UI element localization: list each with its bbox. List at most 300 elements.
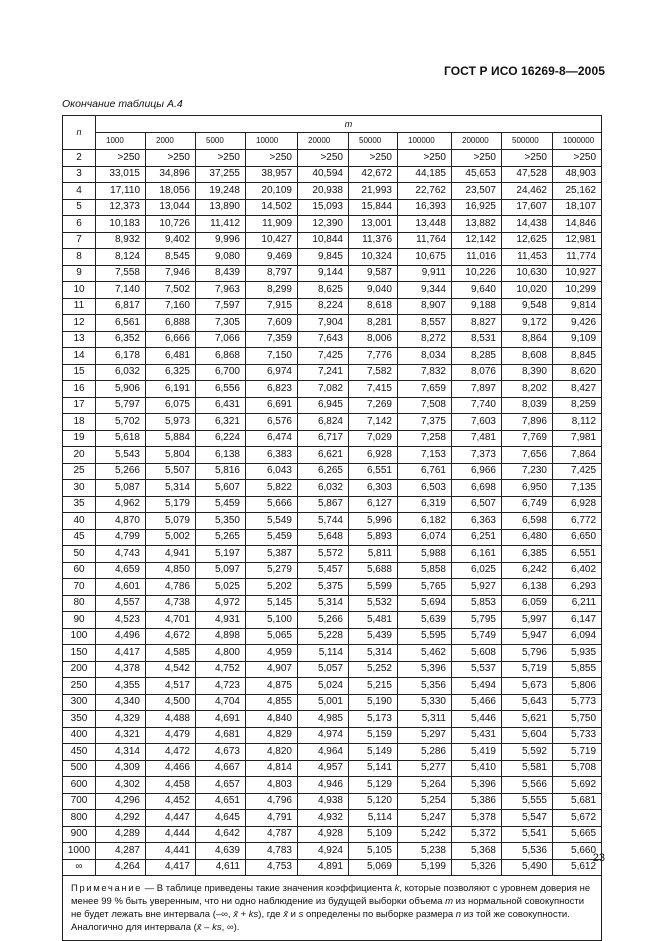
value-cell: 6,352 <box>96 331 146 348</box>
value-cell: 12,625 <box>502 232 553 249</box>
value-cell: 5,719 <box>502 661 553 678</box>
value-cell: 7,832 <box>398 364 452 381</box>
table-header-row-columns <box>63 133 602 150</box>
value-cell: 7,153 <box>398 447 452 464</box>
value-cell: 5,297 <box>398 727 452 744</box>
value-cell: 4,820 <box>246 744 298 761</box>
value-cell: 34,896 <box>146 166 196 183</box>
note-text: — В таблице приведены такие значения коэффициента <box>142 883 395 894</box>
value-cell: 5,254 <box>398 793 452 810</box>
value-cell: 4,672 <box>146 628 196 645</box>
value-cell: 4,340 <box>96 694 146 711</box>
value-cell: 4,673 <box>196 744 246 761</box>
value-cell: 7,160 <box>146 298 196 315</box>
value-cell: 5,855 <box>553 661 602 678</box>
value-cell: 4,441 <box>146 843 196 860</box>
table-row <box>63 331 602 348</box>
value-cell: 5,796 <box>502 645 553 662</box>
value-cell: 5,692 <box>553 777 602 794</box>
value-cell: 11,909 <box>246 216 298 233</box>
value-cell: 5,744 <box>298 513 349 530</box>
value-cell: 4,601 <box>96 579 146 596</box>
value-cell: 4,898 <box>196 628 246 645</box>
value-cell: 5,858 <box>398 562 452 579</box>
value-cell: 6,551 <box>553 546 602 563</box>
value-cell: 14,502 <box>246 199 298 216</box>
value-cell: 5,368 <box>452 843 502 860</box>
value-cell: 5,024 <box>298 678 349 695</box>
value-cell: 4,972 <box>196 595 246 612</box>
value-cell: 5,621 <box>502 711 553 728</box>
value-cell: 5,765 <box>398 579 452 596</box>
n-cell: 12 <box>63 315 96 332</box>
value-cell: 6,824 <box>298 414 349 431</box>
value-cell: 6,319 <box>398 496 452 513</box>
value-cell: 6,928 <box>349 447 398 464</box>
value-cell: 10,020 <box>502 282 553 299</box>
n-cell: 90 <box>63 612 96 629</box>
value-cell: 4,964 <box>298 744 349 761</box>
value-cell: 8,124 <box>96 249 146 266</box>
value-cell: 5,439 <box>349 628 398 645</box>
value-cell: 5,639 <box>398 612 452 629</box>
value-cell: 5,541 <box>502 826 553 843</box>
value-cell: 10,226 <box>452 265 502 282</box>
note-symbol: s <box>298 909 304 920</box>
value-cell: 4,557 <box>96 595 146 612</box>
value-cell: 17,110 <box>96 183 146 200</box>
table-row <box>63 298 602 315</box>
value-cell: 5,604 <box>502 727 553 744</box>
value-cell: >250 <box>246 150 298 167</box>
value-cell: 4,585 <box>146 645 196 662</box>
value-cell: 5,549 <box>246 513 298 530</box>
value-cell: 5,660 <box>553 843 602 860</box>
note-symbol: m <box>445 896 454 907</box>
value-cell: 5,893 <box>349 529 398 546</box>
value-cell: 4,829 <box>246 727 298 744</box>
value-cell: 8,039 <box>502 397 553 414</box>
value-cell: 5,608 <box>452 645 502 662</box>
value-cell: 8,827 <box>452 315 502 332</box>
value-cell: 5,002 <box>146 529 196 546</box>
value-cell: 4,645 <box>196 810 246 827</box>
value-cell: 5,612 <box>553 859 602 876</box>
value-cell: 6,182 <box>398 513 452 530</box>
value-cell: 10,183 <box>96 216 146 233</box>
n-cell: 100 <box>63 628 96 645</box>
value-cell: 7,230 <box>502 463 553 480</box>
value-cell: 7,142 <box>349 414 398 431</box>
value-cell: 5,372 <box>452 826 502 843</box>
table-row <box>63 496 602 513</box>
note-row <box>63 876 602 941</box>
value-cell: 5,215 <box>349 678 398 695</box>
value-cell: 5,607 <box>196 480 246 497</box>
value-cell: 33,015 <box>96 166 146 183</box>
table-body <box>63 150 602 876</box>
table-row <box>63 810 602 827</box>
n-cell: 2 <box>63 150 96 167</box>
value-cell: 10,299 <box>553 282 602 299</box>
value-cell: 6,823 <box>246 381 298 398</box>
value-cell: 7,425 <box>553 463 602 480</box>
value-cell: 4,378 <box>96 661 146 678</box>
value-cell: 8,112 <box>553 414 602 431</box>
value-cell: 8,797 <box>246 265 298 282</box>
value-cell: 5,673 <box>502 678 553 695</box>
value-cell: 6,325 <box>146 364 196 381</box>
value-cell: 11,016 <box>452 249 502 266</box>
value-cell: >250 <box>146 150 196 167</box>
m-column-header: 500000 <box>502 133 553 150</box>
value-cell: 4,651 <box>196 793 246 810</box>
value-cell: 6,043 <box>246 463 298 480</box>
n-cell: 35 <box>63 496 96 513</box>
value-cell: 5,750 <box>553 711 602 728</box>
n-cell: 20 <box>63 447 96 464</box>
value-cell: 6,761 <box>398 463 452 480</box>
value-cell: 6,749 <box>502 496 553 513</box>
value-cell: 10,324 <box>349 249 398 266</box>
value-cell: 9,402 <box>146 232 196 249</box>
value-cell: 9,426 <box>553 315 602 332</box>
value-cell: 4,488 <box>146 711 196 728</box>
value-cell: 7,597 <box>196 298 246 315</box>
value-cell: 12,373 <box>96 199 146 216</box>
value-cell: 5,311 <box>398 711 452 728</box>
table-row <box>63 744 602 761</box>
value-cell: 11,453 <box>502 249 553 266</box>
value-cell: 5,688 <box>349 562 398 579</box>
value-cell: 7,305 <box>196 315 246 332</box>
value-cell: 7,373 <box>452 447 502 464</box>
table-row <box>63 265 602 282</box>
value-cell: 5,536 <box>502 843 553 860</box>
value-cell: 4,321 <box>96 727 146 744</box>
value-cell: 5,247 <box>398 810 452 827</box>
value-cell: 4,466 <box>146 760 196 777</box>
value-cell: 5,804 <box>146 447 196 464</box>
value-cell: 5,973 <box>146 414 196 431</box>
value-cell: 5,087 <box>96 480 146 497</box>
value-cell: 4,946 <box>298 777 349 794</box>
value-cell: 4,417 <box>96 645 146 662</box>
note-text: из той же совокупности. Аналогично для интервала ( <box>71 909 570 933</box>
table-row <box>63 612 602 629</box>
table-note <box>63 876 602 941</box>
value-cell: 13,044 <box>146 199 196 216</box>
n-cell: 10 <box>63 282 96 299</box>
value-cell: 5,665 <box>553 826 602 843</box>
value-cell: 12,390 <box>298 216 349 233</box>
value-cell: 9,144 <box>298 265 349 282</box>
value-cell: 8,608 <box>502 348 553 365</box>
n-cell: 18 <box>63 414 96 431</box>
n-cell: 80 <box>63 595 96 612</box>
table-row <box>63 793 602 810</box>
value-cell: 4,287 <box>96 843 146 860</box>
value-cell: 5,702 <box>96 414 146 431</box>
table-row <box>63 678 602 695</box>
m-column-header: 2000 <box>146 133 196 150</box>
value-cell: 4,850 <box>146 562 196 579</box>
value-cell: 6,474 <box>246 430 298 447</box>
value-cell: 7,241 <box>298 364 349 381</box>
value-cell: 5,277 <box>398 760 452 777</box>
value-cell: 5,069 <box>349 859 398 876</box>
n-cell: 6 <box>63 216 96 233</box>
table-row <box>63 777 602 794</box>
value-cell: 7,258 <box>398 430 452 447</box>
value-cell: 13,001 <box>349 216 398 233</box>
value-cell: 6,561 <box>96 315 146 332</box>
table-row <box>63 645 602 662</box>
value-cell: 4,787 <box>246 826 298 843</box>
value-cell: 6,363 <box>452 513 502 530</box>
value-cell: 7,656 <box>502 447 553 464</box>
note-text: и <box>287 909 299 920</box>
value-cell: 6,138 <box>196 447 246 464</box>
value-cell: 4,752 <box>196 661 246 678</box>
value-cell: 8,272 <box>398 331 452 348</box>
value-cell: 5,314 <box>146 480 196 497</box>
value-cell: 7,769 <box>502 430 553 447</box>
value-cell: 5,599 <box>349 579 398 596</box>
value-cell: 5,378 <box>452 810 502 827</box>
value-cell: 5,648 <box>298 529 349 546</box>
value-cell: >250 <box>502 150 553 167</box>
value-cell: 4,681 <box>196 727 246 744</box>
value-cell: 7,643 <box>298 331 349 348</box>
value-cell: 6,293 <box>553 579 602 596</box>
value-cell: 10,630 <box>502 265 553 282</box>
value-cell: 4,639 <box>196 843 246 860</box>
value-cell: 5,242 <box>398 826 452 843</box>
value-cell: 5,566 <box>502 777 553 794</box>
value-cell: 8,439 <box>196 265 246 282</box>
value-cell: 5,595 <box>398 628 452 645</box>
value-cell: 7,082 <box>298 381 349 398</box>
value-cell: 4,814 <box>246 760 298 777</box>
value-cell: 14,846 <box>553 216 602 233</box>
value-cell: 5,822 <box>246 480 298 497</box>
value-cell: 5,811 <box>349 546 398 563</box>
value-cell: 6,480 <box>502 529 553 546</box>
value-cell: 6,074 <box>398 529 452 546</box>
value-cell: 9,911 <box>398 265 452 282</box>
value-cell: 8,427 <box>553 381 602 398</box>
table-row <box>63 348 602 365</box>
table-row <box>63 579 602 596</box>
value-cell: 7,140 <box>96 282 146 299</box>
value-cell: 4,796 <box>246 793 298 810</box>
value-cell: 8,202 <box>502 381 553 398</box>
table-row <box>63 150 602 167</box>
table-header-row-top <box>63 116 602 133</box>
m-column-header: 1000000 <box>553 133 602 150</box>
value-cell: 5,375 <box>298 579 349 596</box>
value-cell: 5,547 <box>502 810 553 827</box>
value-cell: 9,172 <box>502 315 553 332</box>
value-cell: 8,299 <box>246 282 298 299</box>
note-lead: Примечание <box>71 883 142 894</box>
value-cell: 5,326 <box>452 859 502 876</box>
value-cell: 5,988 <box>398 546 452 563</box>
value-cell: 23,507 <box>452 183 502 200</box>
value-cell: 8,618 <box>349 298 398 315</box>
value-cell: 11,412 <box>196 216 246 233</box>
table-row <box>63 430 602 447</box>
value-cell: 6,817 <box>96 298 146 315</box>
n-cell: 250 <box>63 678 96 695</box>
value-cell: 6,385 <box>502 546 553 563</box>
value-cell: 6,650 <box>553 529 602 546</box>
value-cell: 8,932 <box>96 232 146 249</box>
m-column-header: 20000 <box>298 133 349 150</box>
value-cell: 14,438 <box>502 216 553 233</box>
m-group-header: m <box>96 116 602 133</box>
value-cell: >250 <box>349 150 398 167</box>
value-cell: 4,800 <box>196 645 246 662</box>
table-row <box>63 727 602 744</box>
value-cell: 5,997 <box>502 612 553 629</box>
value-cell: 7,415 <box>349 381 398 398</box>
n-cell: 25 <box>63 463 96 480</box>
value-cell: 5,867 <box>298 496 349 513</box>
value-cell: 5,719 <box>553 744 602 761</box>
n-cell: 600 <box>63 777 96 794</box>
table-row <box>63 397 602 414</box>
value-cell: 4,786 <box>146 579 196 596</box>
value-cell: 5,459 <box>196 496 246 513</box>
value-cell: 7,659 <box>398 381 452 398</box>
note-symbol: x̄ <box>233 909 238 920</box>
value-cell: 4,691 <box>196 711 246 728</box>
value-cell: >250 <box>452 150 502 167</box>
n-cell: 11 <box>63 298 96 315</box>
value-cell: 4,517 <box>146 678 196 695</box>
value-cell: 5,797 <box>96 397 146 414</box>
value-cell: 6,032 <box>96 364 146 381</box>
value-cell: 5,114 <box>298 645 349 662</box>
value-cell: 6,700 <box>196 364 246 381</box>
value-cell: 4,701 <box>146 612 196 629</box>
table-row <box>63 595 602 612</box>
value-cell: 4,444 <box>146 826 196 843</box>
value-cell: 5,773 <box>553 694 602 711</box>
value-cell: 5,459 <box>246 529 298 546</box>
value-cell: 5,387 <box>246 546 298 563</box>
value-cell: 8,907 <box>398 298 452 315</box>
value-cell: 5,431 <box>452 727 502 744</box>
note-text: ), где <box>258 909 284 920</box>
value-cell: 6,556 <box>196 381 246 398</box>
value-cell: 5,749 <box>452 628 502 645</box>
value-cell: 8,285 <box>452 348 502 365</box>
value-cell: 4,907 <box>246 661 298 678</box>
value-cell: 7,864 <box>553 447 602 464</box>
value-cell: 7,904 <box>298 315 349 332</box>
n-cell: 15 <box>63 364 96 381</box>
n-cell: 450 <box>63 744 96 761</box>
value-cell: 4,472 <box>146 744 196 761</box>
value-cell: 4,447 <box>146 810 196 827</box>
value-cell: 5,145 <box>246 595 298 612</box>
value-cell: 7,269 <box>349 397 398 414</box>
value-cell: 13,890 <box>196 199 246 216</box>
note-symbol: x̄ <box>283 909 288 920</box>
n-column-header: n <box>63 116 96 150</box>
note-text: из нормальной совокупности не будет лежать вне интервала (–∞, <box>71 896 585 920</box>
value-cell: 5,494 <box>452 678 502 695</box>
value-cell: 10,427 <box>246 232 298 249</box>
table-row <box>63 249 602 266</box>
value-cell: 5,149 <box>349 744 398 761</box>
value-cell: 4,799 <box>96 529 146 546</box>
value-cell: 13,882 <box>452 216 502 233</box>
value-cell: 4,309 <box>96 760 146 777</box>
n-cell: 500 <box>63 760 96 777</box>
value-cell: 45,653 <box>452 166 502 183</box>
value-cell: 4,957 <box>298 760 349 777</box>
value-cell: 6,383 <box>246 447 298 464</box>
table-row <box>63 513 602 530</box>
value-cell: 6,698 <box>452 480 502 497</box>
value-cell: >250 <box>298 150 349 167</box>
value-cell: 6,025 <box>452 562 502 579</box>
value-cell: 4,292 <box>96 810 146 827</box>
value-cell: 6,138 <box>502 579 553 596</box>
value-cell: 48,903 <box>553 166 602 183</box>
value-cell: 16,393 <box>398 199 452 216</box>
value-cell: 7,946 <box>146 265 196 282</box>
value-cell: 10,927 <box>553 265 602 282</box>
value-cell: 37,255 <box>196 166 246 183</box>
value-cell: 4,458 <box>146 777 196 794</box>
value-cell: 4,928 <box>298 826 349 843</box>
value-cell: 9,548 <box>502 298 553 315</box>
value-cell: 6,265 <box>298 463 349 480</box>
value-cell: 8,557 <box>398 315 452 332</box>
value-cell: 7,603 <box>452 414 502 431</box>
value-cell: 4,931 <box>196 612 246 629</box>
value-cell: 5,120 <box>349 793 398 810</box>
n-cell: 900 <box>63 826 96 843</box>
value-cell: 5,906 <box>96 381 146 398</box>
value-cell: 6,321 <box>196 414 246 431</box>
value-cell: 5,100 <box>246 612 298 629</box>
value-cell: 5,446 <box>452 711 502 728</box>
value-cell: 7,897 <box>452 381 502 398</box>
value-cell: 5,592 <box>502 744 553 761</box>
note-symbol: ks <box>212 922 222 933</box>
value-cell: 5,457 <box>298 562 349 579</box>
value-cell: 5,097 <box>196 562 246 579</box>
table-row <box>63 232 602 249</box>
value-cell: 6,945 <box>298 397 349 414</box>
value-cell: 8,620 <box>553 364 602 381</box>
value-cell: 40,594 <box>298 166 349 183</box>
value-cell: 4,264 <box>96 859 146 876</box>
value-cell: 5,996 <box>349 513 398 530</box>
value-cell: 6,075 <box>146 397 196 414</box>
table-row <box>63 463 602 480</box>
value-cell: 5,129 <box>349 777 398 794</box>
value-cell: 4,738 <box>146 595 196 612</box>
value-cell: 6,431 <box>196 397 246 414</box>
value-cell: 5,666 <box>246 496 298 513</box>
